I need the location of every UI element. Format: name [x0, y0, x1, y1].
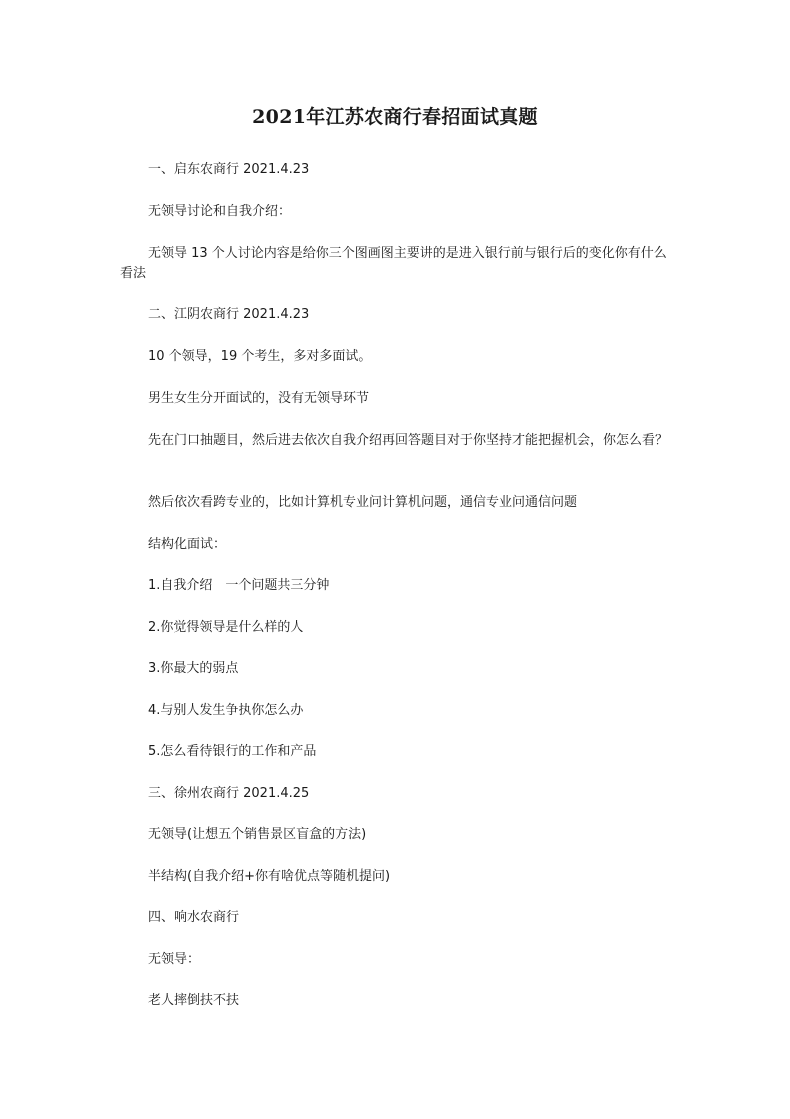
list-item: 5.怎么看待银行的工作和产品 [148, 744, 317, 759]
list-item: 3.你最大的弱点 [148, 661, 239, 676]
paragraph: 男生女生分开面试的，没有无领导环节 [148, 391, 370, 406]
paragraph: 无领导 13 个人讨论内容是给你三个图画图主要讲的是进入银行前与银行后的变化你有什么看法 [120, 246, 667, 281]
section-heading-xiangshui: 四、响水农商行 [148, 910, 240, 925]
paragraph: 老人摔倒扶不扶 [148, 993, 240, 1008]
paragraph: 然后依次看跨专业的，比如计算机专业问计算机问题，通信专业问通信问题 [148, 495, 578, 510]
paragraph: 无领导： [148, 952, 201, 967]
paragraph: 结构化面试： [148, 537, 227, 552]
list-item: 1.自我介绍 一个问题共三分钟 [148, 578, 330, 593]
paragraph: 无领导(让想五个销售景区盲盒的方法) [148, 827, 367, 842]
section-heading-qidong: 一、启东农商行 2021.4.23 [148, 162, 310, 177]
document-title: 2021年江苏农商行春招面试真题 [252, 106, 538, 128]
paragraph: 无领导讨论和自我介绍： [148, 204, 292, 219]
paragraph: 先在门口抽题目，然后进去依次自我介绍再回答题目对于你坚持才能把握机会，你怎么看？ [148, 433, 669, 448]
paragraph: 半结构(自我介绍+你有啥优点等随机提问) [148, 869, 391, 884]
section-heading-xuzhou: 三、徐州农商行 2021.4.25 [148, 786, 310, 801]
paragraph: 10 个领导，19 个考生，多对多面试。 [148, 349, 372, 364]
list-item: 2.你觉得领导是什么样的人 [148, 620, 304, 635]
section-heading-jiangyin: 二、江阴农商行 2021.4.23 [148, 307, 310, 322]
list-item: 4.与别人发生争执你怎么办 [148, 703, 304, 718]
